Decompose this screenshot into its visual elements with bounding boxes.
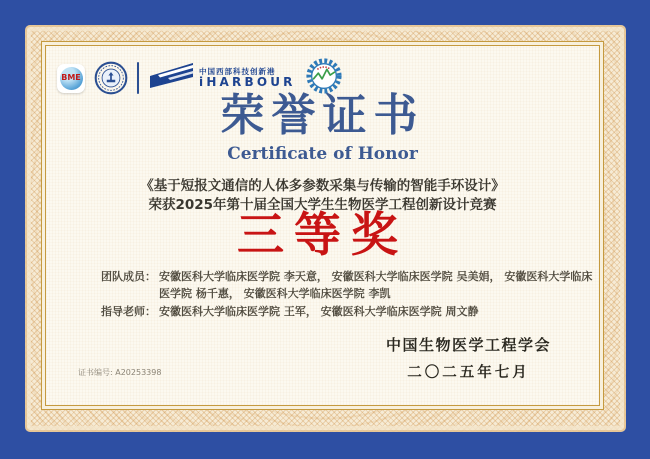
iharbour-flag-icon: [148, 61, 194, 95]
iharbour-en-label: iHARBOUR: [199, 74, 296, 89]
issuer-block: [341, 334, 596, 382]
project-title-line: 《基于短报文通信的人体多参数采集与传输的智能手环设计》: [140, 178, 505, 194]
certificate-number: 证书编号: A20253398: [78, 368, 162, 377]
certificate-title-cn: 荣誉证书: [220, 90, 425, 141]
university-seal-icon: [94, 61, 128, 95]
team-members-value: 安徽医科大学临床医学院 李天意， 安徽医科大学临床医学院 吴美娟， 安徽医科大学临床医学院 杨千惠， 安徽医科大学临床医学院 李凯: [159, 270, 593, 300]
certificate-title-en: Certificate of Honor: [227, 144, 418, 164]
advisors-row: [101, 303, 593, 320]
certificate-panel: [45, 45, 600, 406]
advisors-value: 安徽医科大学临床医学院 王军， 安徽医科大学临床医学院 周文静: [159, 305, 479, 318]
issue-date: 二〇二五年七月: [407, 365, 530, 381]
advisors-label: 指导老师：: [101, 305, 156, 318]
iharbour-cn-label: 中国西部科技创新港: [199, 66, 276, 76]
team-members-row: [101, 268, 593, 302]
iharbour-wordmark: [199, 68, 296, 88]
logo-divider: [137, 62, 139, 94]
team-members-label: 团队成员：: [101, 270, 156, 283]
issuer-name: 中国生物医学工程学会: [385, 336, 551, 354]
award-statement-line: 荣获2025年第十届全国大学生生物医学工程创新设计竞赛: [148, 197, 497, 213]
award-grade: 三等奖: [237, 208, 408, 263]
bme-globe-icon: [60, 67, 83, 90]
bme-logo: [57, 64, 85, 93]
bme-logo-text: BME: [61, 73, 81, 82]
